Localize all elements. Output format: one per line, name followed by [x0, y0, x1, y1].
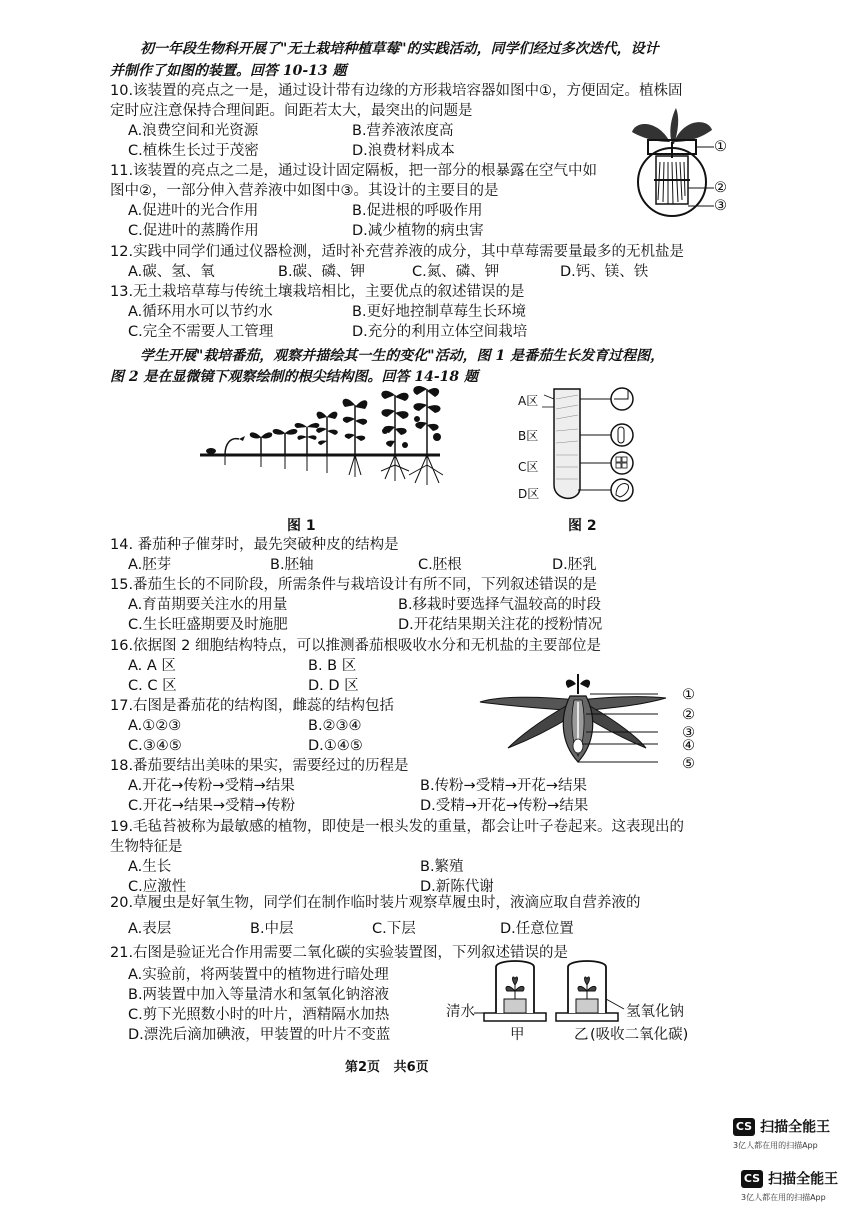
q10-option-c: C.植株生长过于茂密: [128, 143, 259, 159]
q16-option-a: A. A 区: [128, 658, 176, 674]
q20-option-a: A.表层: [128, 921, 172, 937]
q16-option-d: D. D 区: [308, 678, 359, 694]
flower-mark-2: ②: [682, 707, 695, 723]
q18-option-b: B.传粉→受精→开花→结果: [420, 778, 588, 794]
tomato-growth-figure: [195, 385, 445, 495]
q13-option-a: A.循环用水可以节约水: [128, 304, 273, 320]
q16-option-c: C. C 区: [128, 678, 177, 694]
q19-stem-1: 19.毛毡苔被称为最敏感的植物，即使是一根头发的重量，都会让叶子卷起来。这表现出的: [110, 819, 685, 835]
q11-option-d: D.减少植物的病虫害: [352, 223, 484, 239]
q13-stem: 13.无土栽培草莓与传统土壤栽培相比，主要优点的叙述错误的是: [110, 284, 525, 300]
q15-stem: 15.番茄生长的不同阶段，所需条件与栽培设计有所不同，下列叙述错误的是: [110, 577, 598, 593]
q20-option-d: D.任意位置: [500, 921, 574, 937]
q10-option-a: A.浪费空间和光资源: [128, 123, 259, 139]
apparatus-mark-2: ②: [714, 180, 727, 196]
q21-option-c: C.剪下光照数小时的叶片，酒精隔水加热: [128, 1007, 390, 1023]
q17-option-b: B.②③④: [308, 718, 362, 734]
q15-option-a: A.育苗期要关注水的用量: [128, 597, 288, 613]
q14-option-c: C.胚根: [418, 557, 462, 573]
q11-stem-1: 11.该装置的亮点之二是，通过设计固定隔板，把一部分的根暴露在空气中如: [110, 163, 598, 179]
q21-option-d: D.漂洗后滴加碘液，甲装置的叶片不变蓝: [128, 1027, 391, 1043]
naoh-note: (吸收二氧化碳): [590, 1027, 689, 1043]
q12-option-d: D.钙、镁、铁: [560, 264, 649, 280]
flower-mark-5: ⑤: [682, 756, 695, 772]
q14-option-d: D.胚乳: [552, 557, 597, 573]
apparatus-mark-1: ①: [714, 139, 727, 155]
q15-option-d: D.开花结果期关注花的授粉情况: [398, 617, 603, 633]
q12-option-c: C.氮、磷、钾: [412, 264, 500, 280]
q21-option-b: B.两装置中加入等量清水和氢氧化钠溶液: [128, 987, 390, 1003]
q20-stem: 20.草履虫是好氧生物，同学们在制作临时装片观察草履虫时，液滴应取自营养液的: [110, 895, 641, 911]
q11-stem-2: 图中②，一部分伸入营养液中如图中③。其设计的主要目的是: [110, 183, 499, 199]
zone-d-label: D区: [518, 487, 540, 501]
q14-option-a: A.胚芽: [128, 557, 172, 573]
yi-label: 乙: [574, 1027, 589, 1043]
q12-option-a: A.碳、氢、氧: [128, 264, 215, 280]
water-label: 清水: [446, 1004, 475, 1020]
watermark-2: [741, 1168, 838, 1203]
fig2-caption: 图 2: [568, 518, 597, 534]
tomato-flower-figure: [478, 672, 678, 772]
intro1-line2: 并制作了如图的装置。回答 10-13 题: [110, 63, 347, 79]
page-footer: 第2页 共6页: [345, 1060, 429, 1075]
jia-label: 甲: [510, 1027, 525, 1043]
intro2-line1: 学生开展"栽培番茄，观察并描绘其一生的变化"活动，图 1 是番茄生长发育过程图，: [140, 348, 665, 364]
root-tip-figure: [540, 385, 670, 510]
q18-option-c: C.开花→结果→受精→传粉: [128, 798, 296, 814]
q10-option-b: B.营养液浓度高: [352, 123, 454, 139]
q10-stem-2: 定时应注意保持合理间距。间距若太大，最突出的问题是: [110, 103, 473, 119]
q19-option-c: C.应激性: [128, 879, 187, 895]
q14-stem: 14. 番茄种子催芽时，最先突破种皮的结构是: [110, 537, 399, 553]
watermark-name: 扫描全能王: [760, 1119, 831, 1136]
intro2-line2: 图 2 是在显微镜下观察绘制的根尖结构图。回答 14-18 题: [110, 369, 479, 385]
q19-option-d: D.新陈代谢: [420, 879, 494, 895]
flower-mark-4: ④: [682, 738, 695, 754]
watermark-1: [733, 1116, 830, 1151]
q15-option-b: B.移栽时要选择气温较高的时段: [398, 597, 602, 613]
strawberry-apparatus-figure: [618, 100, 728, 218]
q18-option-d: D.受精→开花→传粉→结果: [420, 798, 589, 814]
camscanner-logo-icon: CS: [741, 1170, 763, 1188]
q11-option-a: A.促进叶的光合作用: [128, 203, 259, 219]
q12-stem: 12.实践中同学们通过仪器检测，适时补充营养液的成分，其中草莓需要量最多的无机盐是: [110, 244, 685, 260]
q13-option-d: D.充分的利用立体空间栽培: [352, 324, 528, 340]
q13-option-c: C.完全不需要人工管理: [128, 324, 274, 340]
q17-option-d: D.①④⑤: [308, 738, 363, 754]
q12-option-b: B.碳、磷、钾: [278, 264, 366, 280]
flower-mark-1: ①: [682, 687, 695, 703]
q17-stem: 17.右图是番茄花的结构图，雌蕊的结构包括: [110, 698, 395, 714]
q11-option-c: C.促进叶的蒸腾作用: [128, 223, 259, 239]
q10-stem-1: 10.该装置的亮点之一是，通过设计带有边缘的方形栽培容器如图中①，方便固定。植株固: [110, 83, 683, 99]
q19-stem-2: 生物特征是: [110, 839, 183, 855]
flower-mark-3: ③: [682, 725, 695, 741]
q17-option-a: A.①②③: [128, 718, 182, 734]
fig1-caption: 图 1: [287, 518, 316, 534]
watermark-tagline: 3亿人都在用的扫描App: [733, 1140, 818, 1150]
q19-option-b: B.繁殖: [420, 859, 464, 875]
q15-option-c: C.生长旺盛期要及时施肥: [128, 617, 288, 633]
q11-option-b: B.促进根的呼吸作用: [352, 203, 483, 219]
camscanner-logo-icon: CS: [733, 1118, 755, 1136]
q17-option-c: C.③④⑤: [128, 738, 182, 754]
co2-experiment-figure: [476, 955, 626, 1035]
q13-option-b: B.更好地控制草莓生长环境: [352, 304, 527, 320]
q14-option-b: B.胚轴: [270, 557, 314, 573]
zone-b-label: B区: [518, 429, 539, 443]
q18-stem: 18.番茄要结出美味的果实，需要经过的历程是: [110, 758, 409, 774]
q19-option-a: A.生长: [128, 859, 172, 875]
intro1-line1: 初一年段生物科开展了"无土栽培种植草莓"的实践活动，同学们经过多次迭代，设计: [140, 41, 659, 57]
q21-stem: 21.右图是验证光合作用需要二氧化碳的实验装置图，下列叙述错误的是: [110, 945, 569, 961]
zone-c-label: C区: [518, 460, 539, 474]
q10-option-d: D.浪费材料成本: [352, 143, 455, 159]
q18-option-a: A.开花→传粉→受精→结果: [128, 778, 295, 794]
q16-stem: 16.依据图 2 细胞结构特点，可以推测番茄根吸收水分和无机盐的主要部位是: [110, 638, 602, 654]
q16-option-b: B. B 区: [308, 658, 357, 674]
watermark-tagline: 3亿人都在用的扫描App: [741, 1192, 826, 1202]
q21-option-a: A.实验前，将两装置中的植物进行暗处理: [128, 967, 389, 983]
naoh-label: 氢氧化钠: [626, 1004, 684, 1020]
watermark-name: 扫描全能王: [768, 1171, 839, 1188]
apparatus-mark-3: ③: [714, 198, 727, 214]
q20-option-c: C.下层: [372, 921, 416, 937]
q20-option-b: B.中层: [250, 921, 294, 937]
zone-a-label: A区: [518, 394, 539, 408]
